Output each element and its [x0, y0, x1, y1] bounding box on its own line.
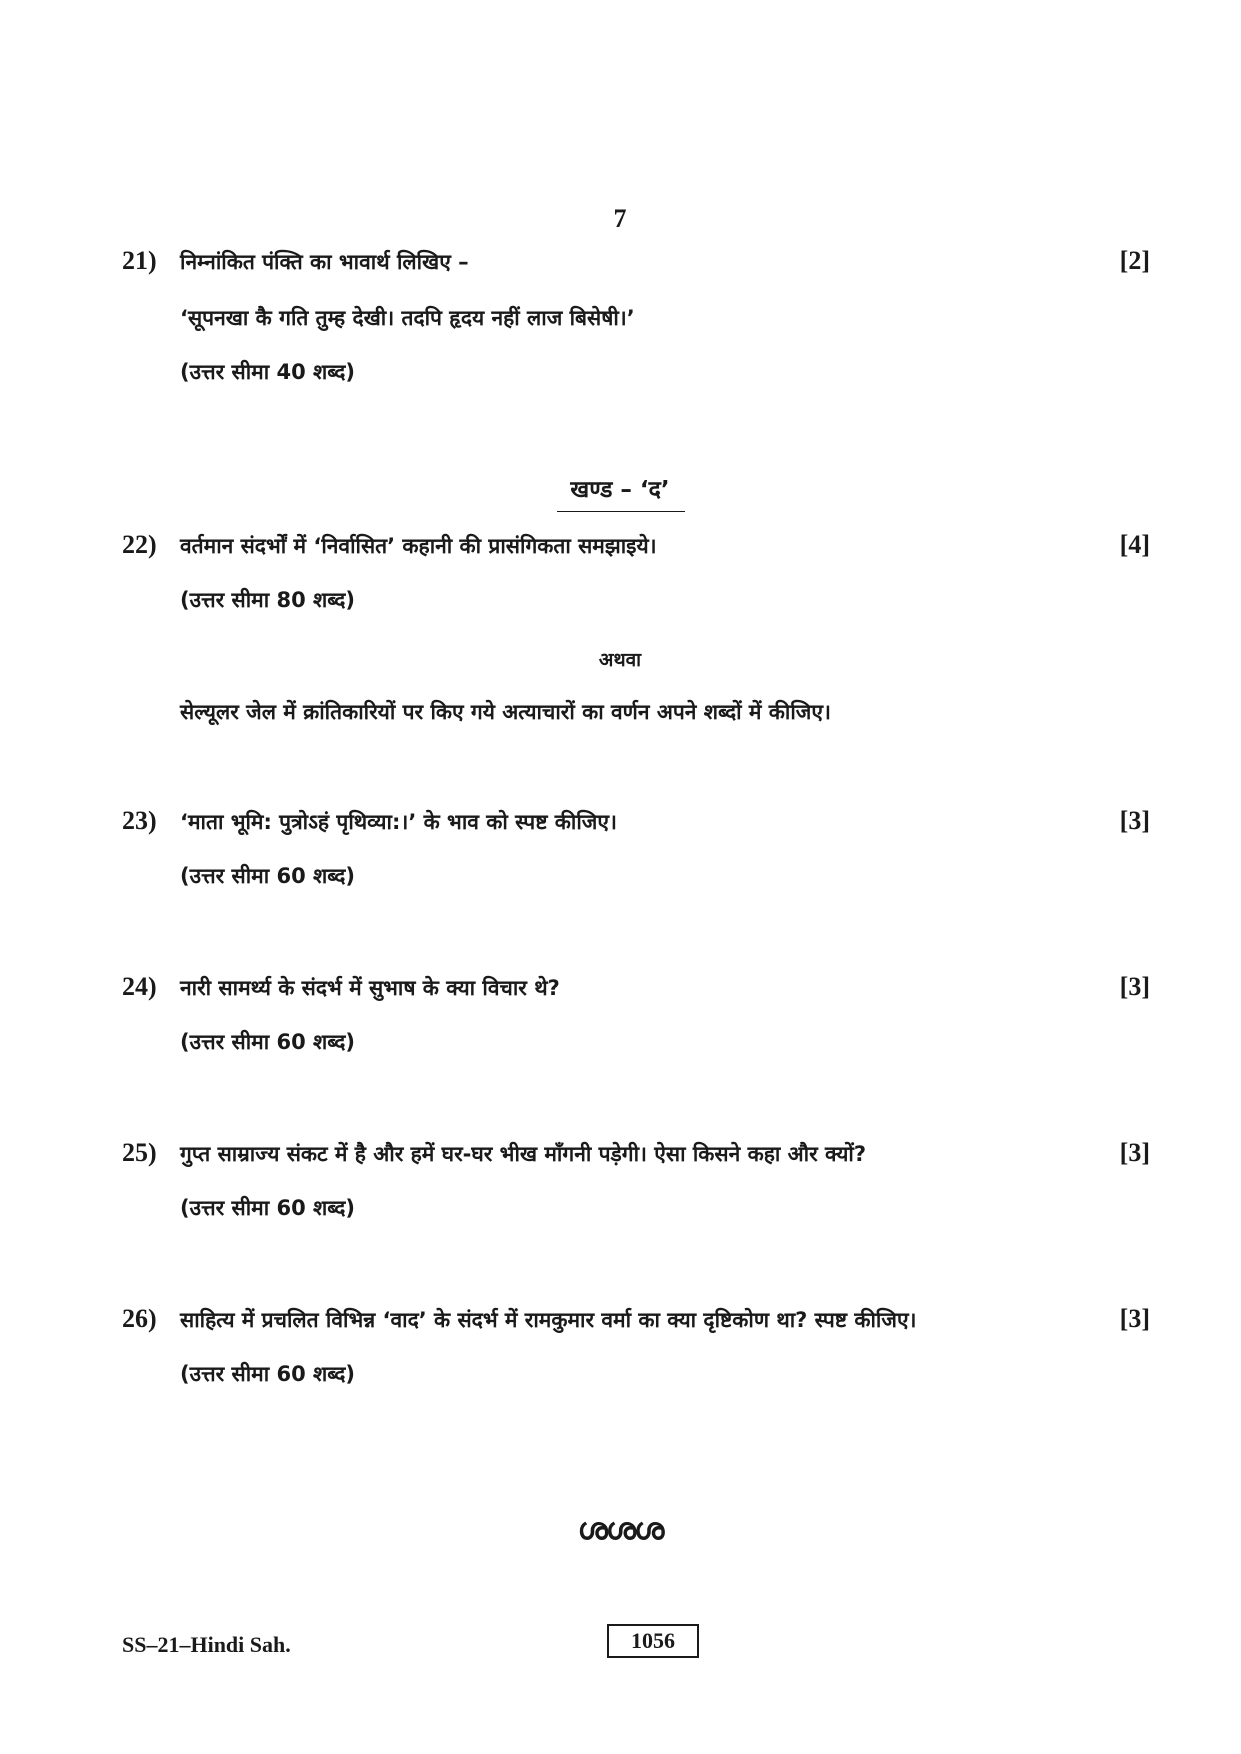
booklet-number: 1056	[607, 1624, 699, 1658]
question-26-text: साहित्य में प्रचलित विभिन्न ‘वाद’ के संदर्भ में रामकुमार वर्मा का क्या दृष्टिकोण था? स्पष्ट कीजिए।	[180, 1308, 917, 1332]
question-22-alternative: सेल्यूलर जेल में क्रांतिकारियों पर किए गये अत्याचारों का वर्णन अपने शब्दों में कीजिए।	[180, 700, 831, 724]
question-22-marks: [4]	[1119, 530, 1150, 559]
question-23-text: ‘माता भूमि: पुत्रोऽहं पृथिव्या:।’ के भाव को स्पष्ट कीजिए।	[180, 810, 617, 834]
question-21-quote: ‘सूपनखा कै गति तुम्ह देखी। तदपि हृदय नहीं लाज बिसेषी।’	[180, 306, 635, 330]
question-22-limit: (उत्तर सीमा 80 शब्द)	[180, 588, 356, 612]
or-label: अथवा	[598, 649, 642, 671]
question-21-limit: (उत्तर सीमा 40 शब्द)	[180, 360, 356, 384]
question-21-text: निम्नांकित पंक्ति का भावार्थ लिखिए –	[180, 250, 469, 274]
question-21-number: 21)	[122, 246, 157, 275]
section-heading: खण्ड – ‘द’	[570, 477, 670, 503]
question-23-number: 23)	[122, 806, 157, 835]
question-24-text: नारी सामर्थ्य के संदर्भ में सुभाष के क्या विचार थे?	[180, 976, 560, 1000]
question-25-text: गुप्त साम्राज्य संकट में है और हमें घर-घर भीख माँगनी पड़ेगी। ऐसा किसने कहा और क्यों?	[180, 1142, 867, 1166]
end-ornament: ശശശ	[577, 1512, 663, 1547]
question-26-limit: (उत्तर सीमा 60 शब्द)	[180, 1362, 356, 1386]
question-22-text: वर्तमान संदर्भों में ‘निर्वासित’ कहानी की प्रासंगिकता समझाइये।	[180, 534, 657, 558]
question-25-number: 25)	[122, 1138, 157, 1167]
question-23-marks: [3]	[1119, 806, 1150, 835]
question-26-marks: [3]	[1119, 1304, 1150, 1333]
question-26-number: 26)	[122, 1304, 157, 1333]
question-24-number: 24)	[122, 972, 157, 1001]
paper-code: SS–21–Hindi Sah.	[122, 1632, 291, 1657]
section-heading-underline	[557, 511, 685, 512]
question-25-marks: [3]	[1119, 1138, 1150, 1167]
page-number: 7	[613, 204, 627, 233]
question-25-limit: (उत्तर सीमा 60 शब्द)	[180, 1196, 356, 1220]
question-21-marks: [2]	[1119, 246, 1150, 275]
question-24-limit: (उत्तर सीमा 60 शब्द)	[180, 1030, 356, 1054]
question-24-marks: [3]	[1119, 972, 1150, 1001]
question-22-number: 22)	[122, 530, 157, 559]
question-23-limit: (उत्तर सीमा 60 शब्द)	[180, 864, 356, 888]
